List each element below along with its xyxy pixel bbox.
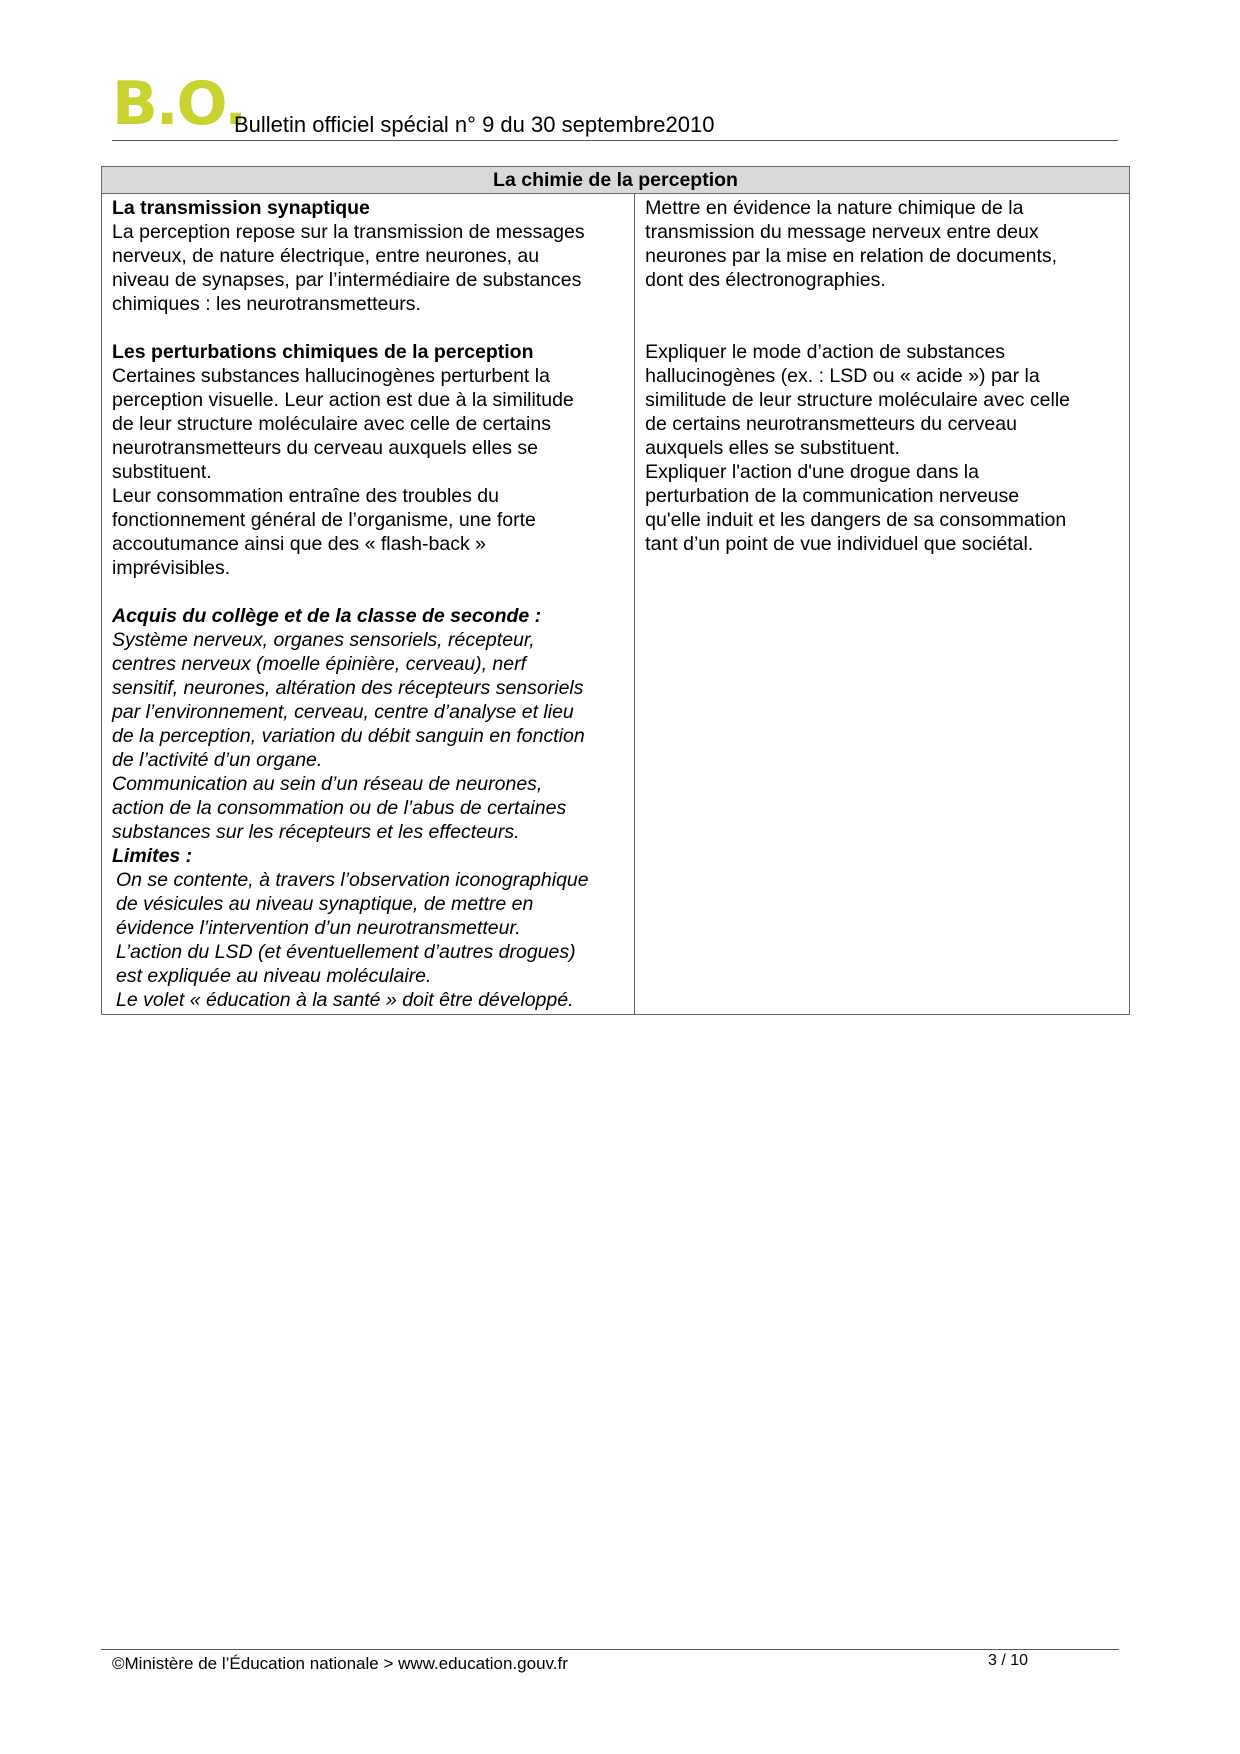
text-line: substances sur les récepteurs et les effecteurs. [112, 821, 520, 843]
section-heading-transmission: La transmission synaptique [112, 197, 370, 219]
text-line: fonctionnement général de l’organisme, une forte [112, 509, 536, 531]
text-line: nerveux, de nature électrique, entre neurones, au [112, 245, 540, 267]
text-line: imprévisibles. [112, 557, 231, 579]
spacer [645, 316, 1119, 340]
text-line: qu'elle induit et les dangers de sa consommation [645, 509, 1067, 531]
text-line: tant d’un point de vue individuel que sociétal. [645, 533, 1034, 555]
section-heading-perturbations: Les perturbations chimiques de la perception [112, 341, 534, 363]
page-number: 3 / 10 [988, 1652, 1029, 1669]
right-column [635, 194, 1130, 1015]
left-column [102, 194, 635, 1015]
text-line: sensitif, neurones, altération des récepteurs sensoriels [112, 677, 584, 699]
text-line: Système nerveux, organes sensoriels, récepteur, [112, 629, 535, 651]
text-line: de certains neurotransmetteurs du cerveau [645, 413, 1017, 435]
text-line: Expliquer le mode d’action de substances [645, 341, 1006, 363]
section-heading-acquis: Acquis du collège et de la classe de seconde : [112, 605, 542, 627]
section-heading-limites: Limites : [112, 845, 193, 867]
text-line: similitude de leur structure moléculaire avec celle [645, 389, 1071, 411]
text-line: Le volet « éducation à la santé » doit être développé. [116, 989, 574, 1011]
text-line: par l’environnement, cerveau, centre d’analyse et lieu [112, 701, 574, 723]
spacer [645, 292, 1119, 316]
text-line: La perception repose sur la transmission de messages [112, 221, 585, 243]
text-line: auxquels elles se substituent. [645, 437, 900, 459]
text-line: Leur consommation entraîne des troubles du [112, 485, 499, 507]
text-line: Expliquer l'action d'une drogue dans la [645, 461, 979, 483]
text-line: de l’activité d’un organe. [112, 749, 323, 771]
text-line: perception visuelle. Leur action est due à la similitude [112, 389, 574, 411]
header-divider [112, 140, 1118, 141]
text-line: transmission du message nerveux entre deux [645, 221, 1039, 243]
header-title: Bulletin officiel spécial n° 9 du 30 septembre2010 [234, 112, 715, 137]
text-line: niveau de synapses, par l’intermédiaire de substances [112, 269, 582, 291]
text-line: action de la consommation ou de l’abus de certaines [112, 797, 567, 819]
bo-logo: B.O. [112, 69, 246, 139]
text-line: de leur structure moléculaire avec celle de certains [112, 413, 551, 435]
text-line: accoutumance ainsi que des « flash-back » [112, 533, 486, 555]
text-line: neurones par la mise en relation de documents, [645, 245, 1058, 267]
text-line: de vésicules au niveau synaptique, de mettre en [116, 893, 534, 915]
text-line: perturbation de la communication nerveuse [645, 485, 1020, 507]
page-header [112, 69, 1112, 142]
text-line: dont des électronographies. [645, 269, 886, 291]
content-table [101, 166, 1130, 1015]
text-line: neurotransmetteurs du cerveau auxquels elles se [112, 437, 538, 459]
text-line: centres nerveux (moelle épinière, cerveau), nerf [112, 653, 527, 675]
text-line: est expliquée au niveau moléculaire. [116, 965, 432, 987]
text-line: évidence l’intervention d’un neurotransmetteur. [116, 917, 521, 939]
text-line: On se contente, à travers l’observation iconographique [116, 869, 589, 891]
text-line: substituent. [112, 461, 212, 483]
footer-copyright: ©Ministère de l’Éducation nationale > www.education.gouv.fr [112, 1654, 568, 1673]
spacer [112, 580, 624, 604]
text-line: Mettre en évidence la nature chimique de la [645, 197, 1024, 219]
text-line: de la perception, variation du débit sanguin en fonction [112, 725, 585, 747]
text-line: chimiques : les neurotransmetteurs. [112, 293, 421, 315]
text-line: Communication au sein d’un réseau de neurones, [112, 773, 543, 795]
text-line: Certaines substances hallucinogènes perturbent la [112, 365, 550, 387]
text-line: hallucinogènes (ex. : LSD ou « acide ») par la [645, 365, 1040, 387]
footer-divider [101, 1649, 1119, 1650]
spacer [112, 316, 624, 340]
text-line: L’action du LSD (et éventuellement d’autres drogues) [116, 941, 576, 963]
table-title: La chimie de la perception [102, 167, 1130, 194]
